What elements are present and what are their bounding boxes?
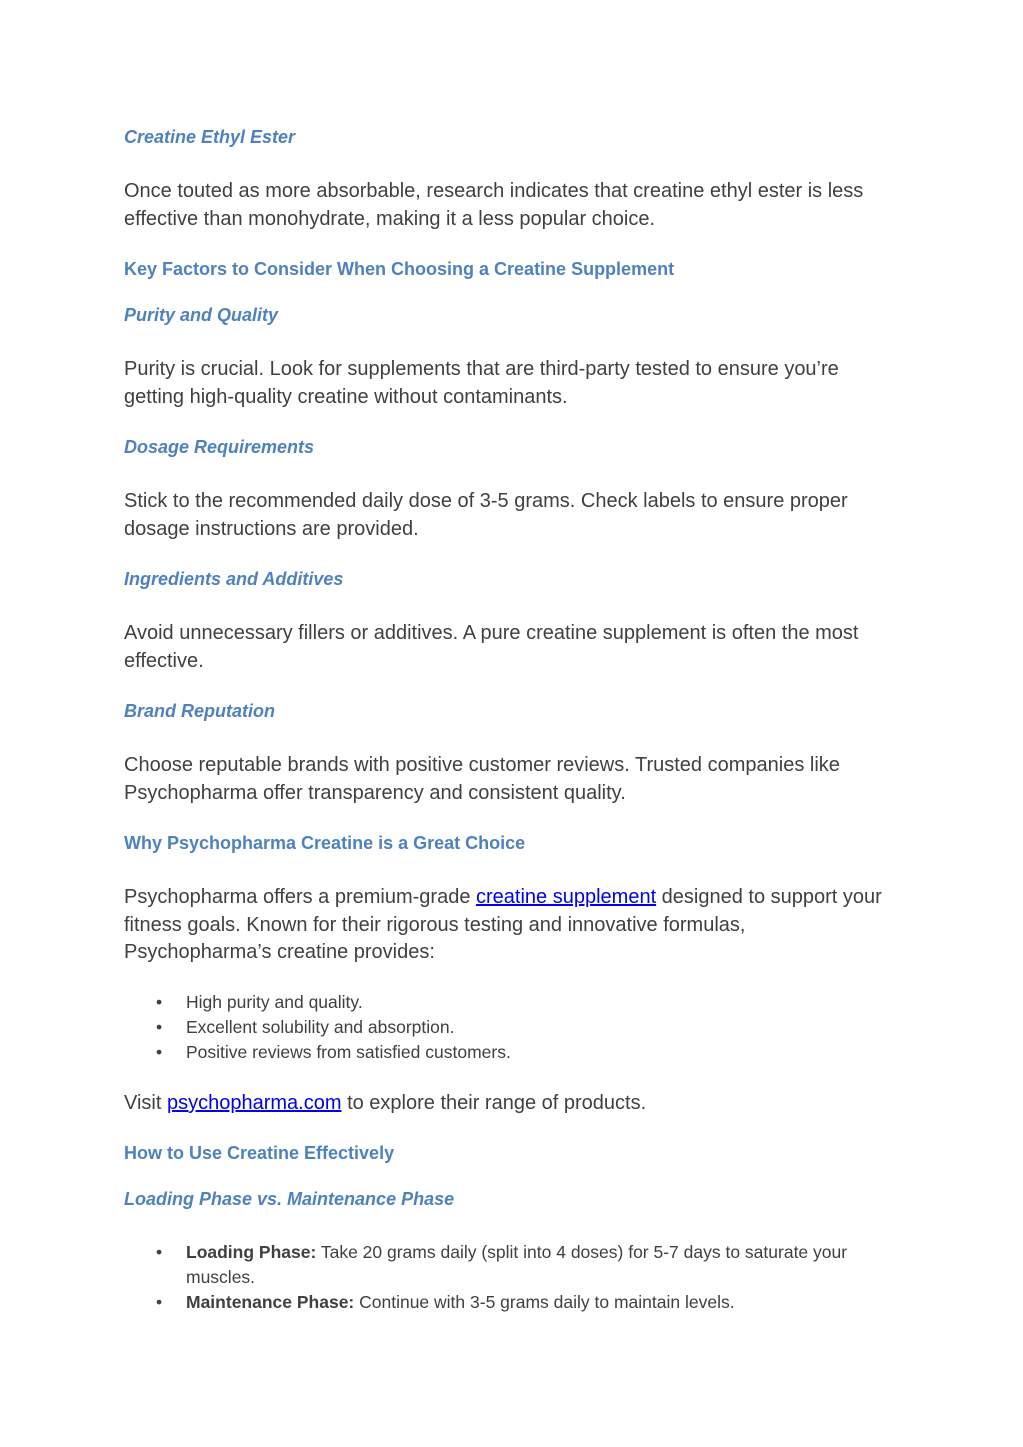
heading-ingredients-additives: Ingredients and Additives [124, 569, 344, 589]
psychopharma-site-link[interactable]: psychopharma.com [166, 1092, 342, 1114]
loading-phase-label: Loading Phase: [186, 1242, 317, 1262]
why-text-after-link: designed to support your fitness goals. Known for their rigorous testing and innovative formulas, Psychopharma’s creatine provides: [124, 886, 882, 963]
heading-dosage-requirements: Dosage Requirements [124, 437, 315, 457]
loading-phase-text: Take 20 grams daily (split into 4 doses) for 5-7 days to saturate your muscles. [186, 1242, 848, 1287]
paragraph-ingredients: Avoid unnecessary fillers or additives. A pure creatine supplement is often the most effective. [124, 622, 859, 672]
paragraph-dosage: Stick to the recommended daily dose of 3-5 grams. Check labels to ensure proper dosage instructions are provided. [124, 490, 848, 540]
maintenance-phase-text: Continue with 3-5 grams daily to maintain levels. [354, 1292, 735, 1312]
list-item-text: Excellent solubility and absorption. [186, 1017, 455, 1037]
visit-text-before-link: Visit [124, 1092, 167, 1114]
heading-purity-quality: Purity and Quality [124, 305, 279, 325]
visit-text-after-link: to explore their range of products. [341, 1092, 647, 1114]
list-item [124, 1040, 899, 1065]
list-item [124, 1015, 899, 1040]
benefits-list [124, 990, 899, 1065]
list-item [124, 1240, 899, 1290]
list-item-text: Positive reviews from satisfied customers. [186, 1042, 511, 1062]
bullet-icon: • [156, 1292, 163, 1312]
phases-list [124, 1240, 899, 1315]
list-item-text: High purity and quality. [186, 992, 363, 1012]
bullet-icon: • [156, 1042, 163, 1062]
heading-loading-maintenance: Loading Phase vs. Maintenance Phase [124, 1189, 455, 1209]
paragraph-why-psychopharma [124, 884, 894, 967]
creatine-supplement-link[interactable]: creatine supplement [476, 886, 657, 908]
heading-brand-reputation: Brand Reputation [124, 701, 275, 721]
list-item [124, 1290, 899, 1315]
bullet-icon: • [156, 1242, 163, 1262]
paragraph-visit [124, 1090, 894, 1118]
paragraph-purity: Purity is crucial. Look for supplements that are third-party tested to ensure you’re getting high-quality creatine without contaminants. [124, 358, 839, 408]
heading-how-to-use: How to Use Creatine Effectively [124, 1143, 395, 1163]
paragraph-ethyl-ester: Once touted as more absorbable, research indicates that creatine ethyl ester is less effective than monohydrate, making it a less popular choice. [124, 180, 864, 230]
heading-creatine-ethyl-ester: Creatine Ethyl Ester [124, 127, 296, 147]
heading-key-factors: Key Factors to Consider When Choosing a Creatine Supplement [124, 259, 675, 279]
list-item [124, 990, 899, 1015]
maintenance-phase-label: Maintenance Phase: [186, 1292, 355, 1312]
why-text-before-link: Psychopharma offers a premium-grade [124, 886, 477, 908]
bullet-icon: • [156, 992, 163, 1012]
heading-why-psychopharma: Why Psychopharma Creatine is a Great Choice [124, 833, 526, 853]
bullet-icon: • [156, 1017, 163, 1037]
paragraph-brand: Choose reputable brands with positive customer reviews. Trusted companies like Psychopharma offer transparency and consistent quality. [124, 754, 840, 804]
